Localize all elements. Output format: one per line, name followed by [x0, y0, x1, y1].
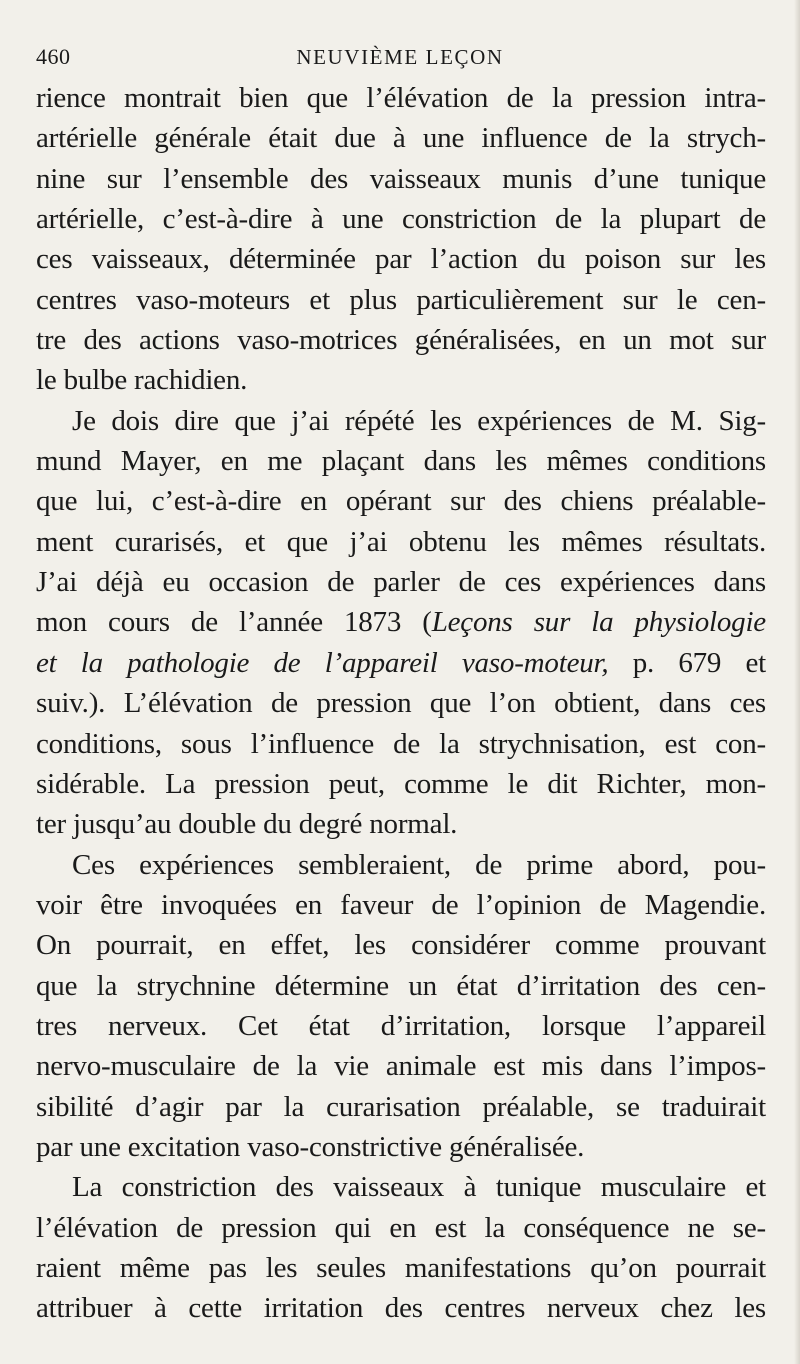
text-line: Ces expériences sembleraient, de prime abord, pou-	[72, 848, 766, 881]
text-line: sidérable. La pression peut, comme le dit Richter, mon-	[36, 767, 766, 800]
text-line: par une excitation vaso-constrictive généralisée.	[36, 1130, 585, 1163]
text-line: ment curarisés, et que j’ai obtenu les mêmes résultats.	[36, 525, 766, 558]
text-line: nervo-musculaire de la vie animale est mis dans l’impos-	[36, 1050, 766, 1083]
text-line: centres vaso-moteurs et plus particulièrement sur le cen-	[36, 283, 766, 316]
text-line: sibilité d’agir par la curarisation préalable, se traduirait	[36, 1090, 766, 1123]
text-line: mund Mayer, en me plaçant dans les mêmes conditions	[36, 445, 766, 478]
text-line: raient même pas les seules manifestations qu’on pourrait	[36, 1251, 766, 1284]
text-line: le bulbe rachidien.	[36, 364, 248, 397]
citation-title: Leçons sur la physiologie	[431, 606, 766, 639]
text-line: nine sur l’ensemble des vaisseaux munis d’une tunique	[36, 162, 766, 195]
page-edge-shadow	[794, 0, 800, 1364]
text-line: tres nerveux. Cet état d’irritation, lorsque l’appareil	[36, 1009, 766, 1042]
text-line: que la strychnine détermine un état d’irritation des cen-	[36, 969, 766, 1002]
text-line: rience montrait bien que l’élévation de la pression intra-	[36, 82, 766, 114]
text-line: ter jusqu’au double du degré normal.	[36, 808, 458, 841]
text-segment: mon cours de l’année 1873 (	[36, 606, 432, 639]
text-line: ces vaisseaux, déterminée par l’action du poison sur les	[36, 243, 766, 276]
page-header	[36, 42, 764, 72]
page-number: 460	[36, 44, 71, 69]
text-line: Je dois dire que j’ai répété les expériences de M. Sig-	[72, 404, 766, 437]
text-line: conditions, sous l’influence de la strychnisation, est con-	[36, 727, 766, 760]
text-line: attribuer à cette irritation des centres nerveux chez les	[36, 1292, 766, 1325]
text-line: La constriction des vaisseaux à tunique musculaire et	[72, 1171, 766, 1204]
text-line: voir être invoquées en faveur de l’opinion de Magendie.	[36, 888, 766, 921]
text-line: suiv.). L’élévation de pression que l’on obtient, dans ces	[36, 687, 766, 720]
text-segment: p. 679 et	[608, 646, 766, 679]
body-text	[36, 78, 766, 1329]
text-line: que lui, c’est-à-dire en opérant sur des chiens préalable-	[36, 485, 766, 518]
text-line: tre des actions vaso-motrices généralisées, en un mot sur	[36, 324, 766, 357]
text-line: artérielle, c’est-à-dire à une constriction de la plupart de	[36, 203, 766, 236]
text-line-with-citation	[36, 602, 766, 642]
text-line: artérielle générale était due à une influence de la strych-	[36, 122, 766, 155]
text-line: On pourrait, en effet, les considérer comme prouvant	[36, 929, 766, 962]
text-line: J’ai déjà eu occasion de parler de ces expériences dans	[36, 566, 766, 599]
text-line: l’élévation de pression qui en est la conséquence ne se-	[36, 1211, 766, 1244]
text-line-with-citation	[36, 643, 766, 683]
running-head: NEUVIÈME LEÇON	[296, 44, 504, 69]
citation-title: et la pathologie de l’appareil vaso-moteur,	[36, 646, 609, 679]
